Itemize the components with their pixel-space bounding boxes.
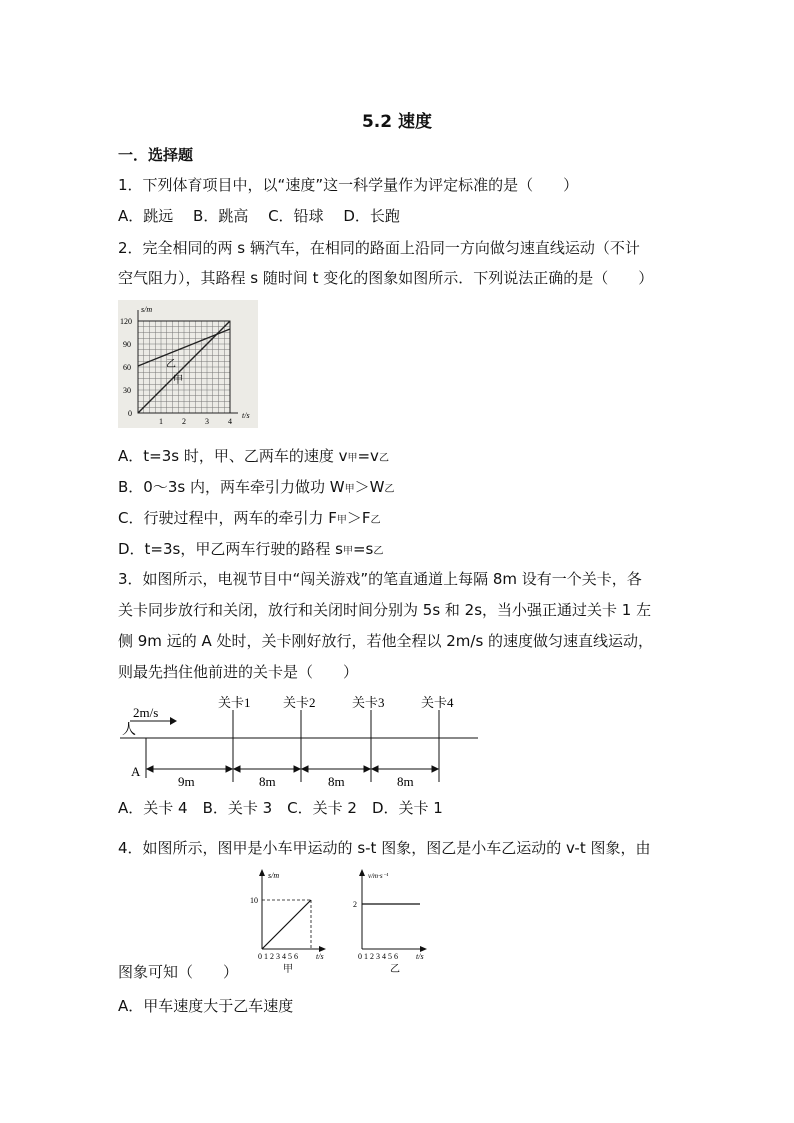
q2-xtick-3: 3 [205, 417, 209, 426]
q3-gate-1: 关卡1 [218, 695, 251, 710]
q4-jia-ylabel: s/m [268, 871, 280, 880]
section-heading: 一．选择题 [118, 146, 194, 164]
q1-options: A．跳远 B．跳高 C．铅球 D．长跑 [118, 207, 400, 225]
q3-person-label: 人 [122, 723, 136, 738]
q2-xtick-2: 2 [182, 417, 186, 426]
q3-stem-line2: 关卡同步放行和关闭，放行和关闭时间分别为 5s 和 2s，当小强正通过关卡 1 左 [118, 601, 652, 619]
q3-gate-diagram [118, 690, 483, 790]
q2-option-d: D．t=3s，甲乙两车行驶的路程 s甲=s乙 [118, 540, 384, 558]
q2-xtick-4: 4 [228, 417, 232, 426]
q4-graph-yi [350, 868, 438, 980]
page-title: 5.2 速度 [361, 112, 433, 132]
q2-option-a: A．t=3s 时，甲、乙两车的速度 v甲=v乙 [118, 447, 389, 465]
q4-yi-ylabel: v/m·s⁻¹ [368, 872, 389, 880]
q4-stem-line2: 图象可知（ ） [118, 963, 239, 981]
q3-dist-4: 8m [397, 774, 414, 789]
arrow-right-icon [170, 717, 177, 725]
q2-ytick-0: 0 [128, 409, 132, 418]
q2-option-b: B．0～3s 内，两车牵引力做功 W甲＞W乙 [118, 478, 395, 496]
q3-dist-2: 8m [259, 774, 276, 789]
q3-point-a: A [131, 764, 141, 779]
q3-options: A．关卡 4 B．关卡 3 C．关卡 2 D．关卡 1 [118, 799, 443, 817]
q3-stem-line3: 侧 9m 远的 A 处时，关卡刚好放行，若他全程以 2m/s 的速度做匀速直线运动， [118, 632, 654, 650]
q2-ytick-30: 30 [123, 386, 131, 395]
q4-yi-xticks: 0 1 2 3 4 5 6 [358, 952, 398, 961]
q2-label-jia: 甲 [173, 375, 183, 386]
q2-ytick-60: 60 [123, 363, 131, 372]
q4-yi-caption: 乙 [390, 964, 400, 975]
q3-speed-label: 2m/s [133, 705, 159, 720]
q1-stem: 1．下列体育项目中，以“速度”这一科学量作为评定标准的是（ ） [118, 176, 579, 194]
q2-ytick-90: 90 [123, 340, 131, 349]
q2-st-graph [118, 300, 258, 428]
q4-stem-line1: 4．如图所示，图甲是小车甲运动的 s-t 图象，图乙是小车乙运动的 v-t 图象，由 [118, 839, 651, 857]
q2-stem-line2: 空气阻力），其路程 s 随时间 t 变化的图象如图所示．下列说法正确的是（ ） [118, 269, 654, 287]
q2-xlabel: t/s [242, 411, 250, 420]
q3-stem-line4: 则最先挡住他前进的关卡是（ ） [118, 663, 359, 681]
q2-label-yi: 乙 [166, 359, 176, 370]
q3-dist-3: 8m [328, 774, 345, 789]
q4-jia-ytick: 10 [250, 896, 258, 905]
q4-option-a: A．甲车速度大于乙车速度 [118, 997, 294, 1015]
q2-ytick-120: 120 [120, 317, 132, 326]
q3-gate-4: 关卡4 [421, 695, 454, 710]
q2-stem-line1: 2．完全相同的两 s 辆汽车，在相同的路面上沿同一方向做匀速直线运动（不计 [118, 239, 640, 257]
q3-dist-1: 9m [178, 774, 195, 789]
q2-ylabel: s/m [141, 305, 153, 314]
q4-graph-jia [248, 868, 336, 980]
q4-yi-ytick: 2 [353, 900, 357, 909]
q2-xtick-1: 1 [159, 417, 163, 426]
q4-jia-xlabel: t/s [316, 952, 324, 961]
q3-gate-3: 关卡3 [352, 695, 385, 710]
q4-yi-xlabel: t/s [416, 952, 424, 961]
q2-option-c: C．行驶过程中，两车的牵引力 F甲＞F乙 [118, 509, 381, 527]
q3-stem-line1: 3．如图所示，电视节目中“闯关游戏”的笔直通道上每隔 8m 设有一个关卡，各 [118, 570, 642, 588]
q4-jia-caption: 甲 [283, 964, 293, 975]
q3-gate-2: 关卡2 [283, 695, 316, 710]
q4-jia-xticks: 0 1 2 3 4 5 6 [258, 952, 298, 961]
